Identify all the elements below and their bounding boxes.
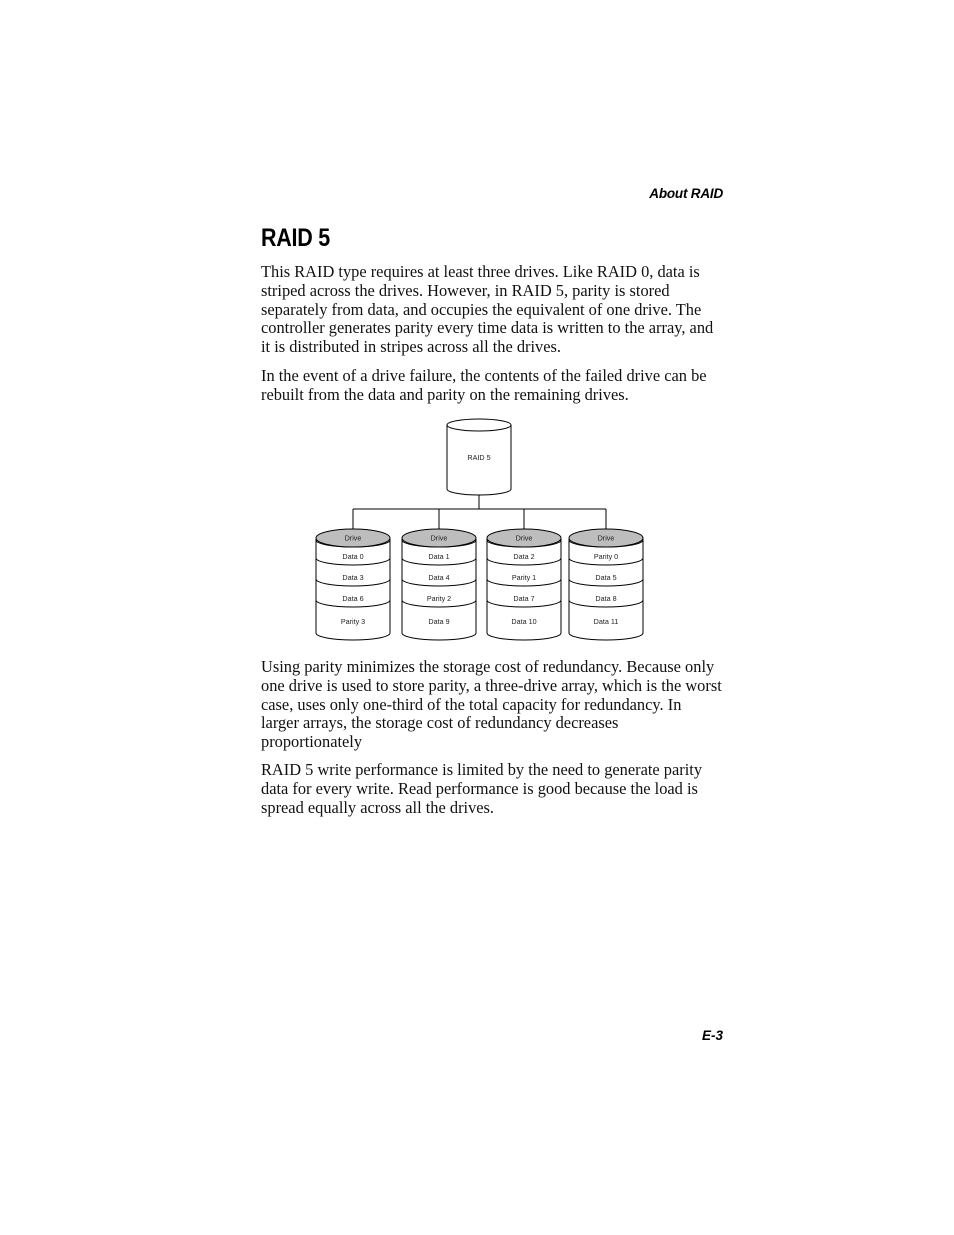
drive-block-label: Data 1 <box>428 552 450 561</box>
drive-block-label: Data 7 <box>513 594 535 603</box>
drive-block-label: Data 9 <box>428 617 450 626</box>
connector-lines <box>353 495 606 530</box>
drive-block-label: Data 11 <box>593 617 619 626</box>
drives-group <box>316 529 643 640</box>
paragraph-rebuild: In the event of a drive failure, the contents of the failed drive can be rebuilt from the data and parity on the remaining drives. <box>261 366 707 404</box>
drive-block-label: Data 6 <box>342 594 364 603</box>
raid5-diagram <box>300 412 660 644</box>
drive-1 <box>316 529 390 640</box>
array-label: RAID 5 <box>467 453 491 462</box>
paragraph-intro: This RAID type requires at least three drives. Like RAID 0, data is striped across the drives. However, in RAID 5, parity is stored separately from data, and occupies the equivalent of one drive. The controller generates parity every time data is written to the array, and it is distributed in stripes across all the drives. <box>261 262 714 357</box>
paragraph-performance: RAID 5 write performance is limited by the need to generate parity data for every write. Read performance is good because the load is spread equally across all the drives. <box>261 760 703 817</box>
drive-label: Drive <box>515 533 533 543</box>
drive-block-label: Parity 2 <box>426 594 452 603</box>
drive-block-label: Data 3 <box>342 573 364 582</box>
drive-label: Drive <box>344 533 362 543</box>
raid5-diagram-svg <box>300 412 660 644</box>
paragraph-storage-cost: Using parity minimizes the storage cost of redundancy. Because only one drive is used to store parity, a three-drive array, which is the worst case, uses only one-third of the total capacity for redundancy. In larger arrays, the storage cost of redundancy decreases proportionately <box>261 657 722 752</box>
array-cylinder-top <box>447 419 511 431</box>
drive-3 <box>487 529 561 640</box>
drive-block-label: Data 0 <box>342 552 364 561</box>
drive-label: Drive <box>430 533 448 543</box>
drive-block-label: Data 4 <box>428 573 450 582</box>
drive-block-label: Parity 0 <box>593 552 619 561</box>
array-cylinder <box>447 419 511 495</box>
drive-4 <box>569 529 643 640</box>
drive-label: Drive <box>597 533 615 543</box>
section-title: RAID 5 <box>261 224 330 252</box>
drive-2 <box>402 529 476 640</box>
drive-block-label: Parity 1 <box>511 573 537 582</box>
drive-block-label: Data 2 <box>513 552 535 561</box>
page-number: E-3 <box>701 1028 723 1043</box>
drive-block-label: Data 10 <box>511 617 537 626</box>
drive-block-label: Data 8 <box>595 594 617 603</box>
drive-block-label: Parity 3 <box>340 617 366 626</box>
drive-block-label: Data 5 <box>595 573 617 582</box>
running-head: About RAID <box>649 186 723 201</box>
